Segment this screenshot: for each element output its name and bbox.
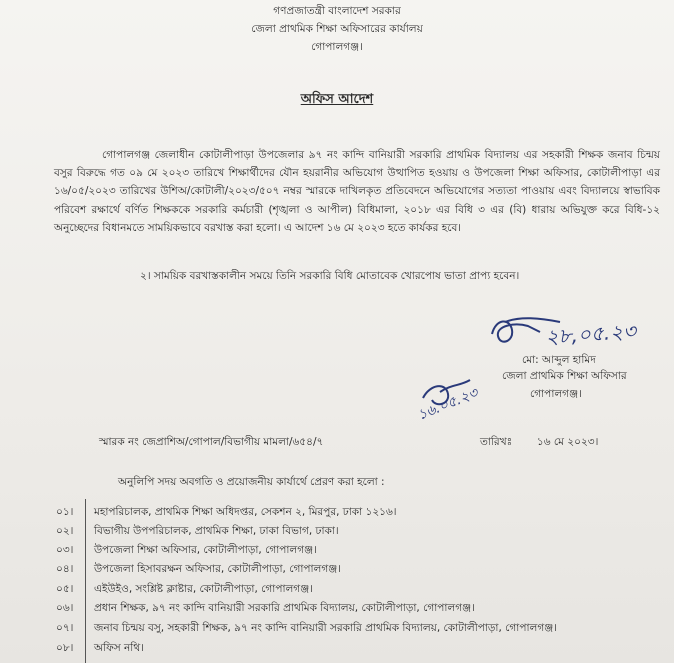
allowance-paragraph: ২। সাময়িক বরখাস্তকালীন সময়ে তিনি সরকারি বিধি মোতাবেক খোরপোষ ভাতা প্রাপ্য হবেন। [140, 270, 520, 282]
copy-recipient: এইউইও, সংশ্লিষ্ট ক্লাষ্টার, কোটালীপাড়া, গোপালগঞ্জ। [94, 583, 313, 595]
order-text: গোপালগঞ্জ জেলাধীন কোটালীপাড়া উপজেলার ৯৭ নং কান্দি বানিয়ারী সরকারি প্রাথমিক বিদ্যালয় এর সহকারী শিক্ষক জনাব চিন্ময় বসুর বিরুদ্ধে গত ০৯ মে ২০২৩ তারিখে শিক্ষার্থীদের যৌন হয়রানীর অভিযোগ উত্থাপিত হওয়ায় ও উপজেলা শিক্ষা অফিসার, কোটালীপাড়া এর ১৬/০৫/২০২৩ তারিখের উশিঅ/কোটালী/২০২৩/৫০৭ নম্বর স্মারকে দাখিলকৃত প্রতিবেদনে অভিযোগের সত্যতা পাওয়ায় এবং বিদ্যালয়ে স্বাভাবিক পরিবেশ রক্ষার্থে বর্ণিত শিক্ষককে সরকারি কর্মচারী (শৃঙ্খলা ও আপীল) বিধিমালা, ২০১৮ এর বিধি ৩ এর (বি) ধারায় অভিযুক্ত করে বিধি-১২ অনুচ্ছেদের বিধানমতে সাময়িকভাবে বরখাস্ত করা হলো। এ আদেশ ১৬ মে ২০২৩ হতে কার্যকর হবে। [54, 149, 660, 234]
copy-number: ০৮। [56, 642, 74, 654]
copy-recipient: প্রধান শিক্ষক, ৯৭ নং কান্দি বানিয়ারী সরকারি প্রাথমিক বিদ্যালয়, কোটালীপাড়া, গোপালগঞ্জ। [94, 602, 475, 614]
memo-date [480, 435, 598, 449]
copy-number: ০২। [56, 525, 74, 537]
header-district: গোপালগঞ্জ। [311, 41, 363, 53]
signatory-designation: জেলা প্রাথমিক শিক্ষা অফিসার [502, 370, 627, 382]
signatory-name: মো: আব্দুল হামিদ [522, 354, 596, 366]
copy-recipient: উপজেলা শিক্ষা অফিসার, কোটালীপাড়া, গোপালগঞ্জ। [94, 544, 317, 556]
signatory-office: গোপালগঞ্জ। [530, 388, 582, 400]
header-government: গণপ্রজাতন্ত্রী বাংলাদেশ সরকার [273, 5, 401, 17]
copy-list-divider [85, 499, 86, 663]
copy-recipient: অফিস নথি। [94, 642, 144, 654]
memo-number: স্মারক নং জেপ্রাশিঅ/গোপাল/বিভাগীয় মামলা/৬৫৪/৭ [99, 436, 324, 448]
copy-recipient: উপজেলা হিসাবরক্ষন অফিসার, কোটালীপাড়া, গোপালগঞ্জ। [94, 563, 341, 575]
document-title: অফিস আদেশ [300, 92, 374, 107]
copy-number: ০৬। [56, 602, 74, 614]
copy-number: ০৪। [56, 563, 74, 575]
copy-number: ০৫। [56, 583, 74, 595]
memo-date-label: তারিখঃ [480, 436, 513, 448]
memo-date-value: ১৬ মে ২০২৩। [536, 436, 599, 448]
copy-number: ০৭। [56, 622, 74, 634]
signature-date-handwritten: ২৮,০৫.২৩ [544, 318, 637, 349]
copy-number: ০৩। [56, 544, 74, 556]
copy-number: ০১। [56, 506, 74, 518]
header-office: জেলা প্রাথমিক শিক্ষা অফিসারের কার্যালয় [251, 23, 423, 35]
copy-recipient: বিভাগীয় উপপরিচালক, প্রাথমিক শিক্ষা, ঢাকা বিভাগ, ঢাকা। [94, 525, 339, 537]
copy-recipient: জনাব চিন্ময় বসু, সহকারী শিক্ষক, ৯৭ নং কান্দি বানিয়ারী সরকারি প্রাথমিক বিদ্যালয়, কোটালীপাড়া, গোপালগঞ্জ। [94, 622, 557, 634]
copy-recipient: মহাপরিচালক, প্রাথমিক শিক্ষা অধিদপ্তর, সেকশন ২, মিরপুর, ঢাকা ১২১৬। [94, 506, 397, 518]
initial-date-handwritten: ১৬.০৫.২৩ [415, 385, 481, 424]
copy-intro: অনুলিপি সদয় অবগতি ও প্রয়োজনীয় কার্যার্থে প্রেরণ করা হলো : [118, 476, 385, 488]
